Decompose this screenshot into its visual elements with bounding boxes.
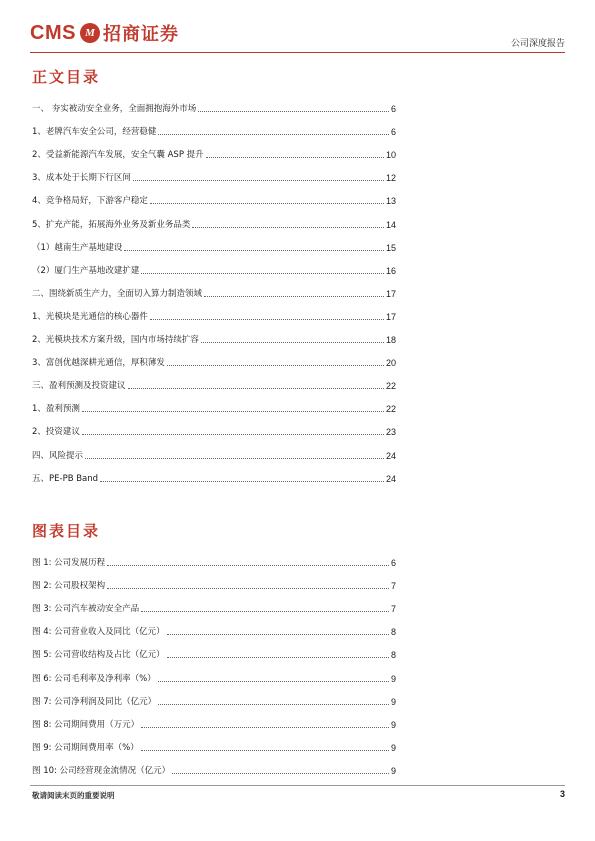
toc-dot-leader: [192, 226, 384, 228]
toc-entry[interactable]: [32, 239, 396, 253]
toc-dot-leader: [150, 318, 384, 320]
toc-entry-page: 6: [390, 558, 396, 568]
toc-dot-leader: [167, 656, 389, 658]
toc-dot-leader: [158, 703, 389, 705]
toc-entry-label: 图 3: 公司汽车被动安全产品: [32, 604, 140, 615]
toc-dot-leader: [82, 433, 384, 435]
toc-dot-leader: [133, 179, 384, 181]
page-number: 3: [559, 789, 565, 799]
toc-entry-label: 2、光模块技术方案升级，国内市场持续扩容: [32, 335, 199, 345]
toc-entry[interactable]: [32, 670, 396, 684]
toc-entry-page: 24: [385, 450, 396, 461]
toc-entry-label: 1、光模块是光通信的核心器件: [32, 311, 148, 322]
toc-entry[interactable]: [32, 377, 396, 391]
toc-entry[interactable]: [32, 308, 396, 322]
toc-entry-label: 图 6: 公司毛利率及净利率（%）: [32, 673, 156, 684]
toc-entry[interactable]: [32, 623, 396, 637]
toc-entry[interactable]: [32, 331, 396, 345]
toc-entry-label: 图 10: 公司经营现金流情况（亿元）: [32, 765, 171, 776]
toc-entry-page: 9: [390, 719, 396, 730]
toc-entry-page: 16: [385, 265, 396, 276]
toc-entry-label: 五、PE-PB Band: [32, 473, 99, 484]
toc-dot-leader: [141, 749, 389, 751]
toc-dot-leader: [204, 295, 384, 297]
toc-entry-page: 17: [385, 311, 396, 322]
footer-divider: [30, 785, 565, 786]
toc-entry-label: 图 8: 公司期间费用（万元）: [32, 719, 140, 730]
toc-entry-label: （2）厦门生产基地改建扩建: [32, 265, 140, 276]
toc-entry[interactable]: [32, 262, 396, 276]
toc-entry-label: 四、风险提示: [32, 450, 84, 461]
toc-entry[interactable]: [32, 354, 396, 368]
toc-dot-leader: [158, 680, 389, 682]
logo-chinese-text: 招商证券: [102, 24, 179, 45]
footer-disclaimer: 敬请阅读末页的重要说明: [32, 791, 115, 800]
page-header: [30, 14, 565, 54]
toc-entry[interactable]: [32, 600, 396, 614]
toc-entry-label: 三、盈利预测及投资建议: [32, 381, 126, 392]
toc-entry-label: 二、围绕新质生产力，全面切入算力制造领域: [32, 288, 203, 299]
logo-mark-icon: M: [80, 23, 100, 43]
toc-dot-leader: [172, 772, 389, 774]
toc-entry-page: 22: [385, 381, 396, 392]
toc-entry-label: 3、成本处于长期下行区间: [32, 173, 131, 184]
toc-entry-page: 7: [390, 581, 396, 592]
toc-entry[interactable]: [32, 169, 396, 183]
toc-entry-label: 2、投资建议: [32, 427, 80, 438]
toc-dot-leader: [85, 457, 384, 459]
toc-entry[interactable]: [32, 716, 396, 730]
toc-entry[interactable]: [32, 646, 396, 660]
toc-entry[interactable]: [32, 123, 396, 137]
toc-entry-label: 5、扩充产能，拓展海外业务及新业务品类: [32, 219, 191, 230]
toc-entry-page: 9: [390, 673, 396, 684]
toc-entry-label: 1、盈利预测: [32, 404, 80, 415]
toc-dot-leader: [158, 133, 389, 135]
toc-entry[interactable]: [32, 577, 396, 591]
toc-dot-leader: [141, 610, 389, 612]
toc-dot-leader: [167, 633, 389, 635]
toc-entry-page: 12: [385, 173, 396, 184]
toc-entry[interactable]: [32, 285, 396, 299]
toc-entry[interactable]: [32, 216, 396, 230]
toc-dot-leader: [201, 341, 384, 343]
toc-entry-page: 10: [385, 150, 396, 161]
toc-entry[interactable]: [32, 100, 396, 114]
logo-cms-text: CMS: [30, 21, 76, 44]
toc-dot-leader: [82, 410, 384, 412]
toc-entry-label: 图 9: 公司期间费用率（%）: [32, 742, 139, 753]
toc-entry-page: 8: [390, 650, 396, 661]
toc-entry-label: 1、老牌汽车安全公司，经营稳健: [32, 127, 157, 138]
toc-dot-leader: [100, 480, 384, 482]
toc-entry[interactable]: [32, 423, 396, 437]
toc-entry[interactable]: [32, 470, 396, 484]
toc-entry-label: （1）越南生产基地建设: [32, 242, 123, 253]
toc-dot-leader: [128, 387, 384, 389]
toc-entry-label: 图 7: 公司净利润及同比（亿元）: [32, 696, 157, 707]
figure-toc-title: 图表目录: [32, 522, 101, 540]
report-type-label: 公司深度报告: [510, 39, 565, 49]
toc-entry[interactable]: [32, 146, 396, 160]
toc-entry-page: 20: [385, 358, 396, 369]
toc-dot-leader: [141, 272, 384, 274]
toc-entry[interactable]: [32, 192, 396, 206]
toc-dot-leader: [206, 156, 384, 158]
toc-entry[interactable]: [32, 693, 396, 707]
header-divider: [30, 52, 565, 53]
toc-entry-page: 22: [385, 404, 396, 415]
toc-entry-page: 9: [390, 742, 396, 753]
toc-entry-page: 6: [390, 127, 396, 138]
toc-dot-leader: [150, 202, 384, 204]
toc-entry-page: 9: [390, 765, 396, 776]
toc-entry-label: 图 2: 公司股权架构: [32, 581, 106, 592]
toc-entry-label: 2、受益新能源汽车发展，安全气囊 ASP 提升: [32, 150, 204, 161]
toc-entry-label: 图 5: 公司营收结构及占比（亿元）: [32, 650, 165, 661]
toc-entry[interactable]: [32, 739, 396, 753]
toc-entry-label: 图 1: 公司发展历程: [32, 558, 106, 568]
toc-entry-page: 18: [385, 335, 396, 345]
toc-entry-page: 17: [385, 288, 396, 299]
toc-entry-page: 24: [385, 473, 396, 484]
toc-dot-leader: [141, 726, 389, 728]
toc-entry-page: 9: [390, 696, 396, 707]
toc-entry-label: 4、竞争格局好，下游客户稳定: [32, 196, 148, 207]
toc-dot-leader: [107, 564, 389, 566]
toc-entry-page: 14: [385, 219, 396, 230]
toc-entry-page: 13: [385, 196, 396, 207]
company-logo: [30, 20, 179, 46]
toc-entry-page: 8: [390, 627, 396, 638]
toc-entry[interactable]: [32, 554, 396, 568]
toc-entry[interactable]: [32, 447, 396, 461]
toc-entry-page: 6: [390, 104, 396, 114]
text-toc-title: 正文目录: [32, 68, 101, 86]
toc-entry[interactable]: [32, 762, 396, 776]
toc-dot-leader: [124, 249, 384, 251]
toc-entry[interactable]: [32, 400, 396, 414]
toc-entry-label: 3、富创优越深耕光通信，厚积薄发: [32, 358, 165, 369]
toc-entry-label: 一、 夯实被动安全业务，全面拥抱海外市场: [32, 104, 197, 114]
toc-dot-leader: [198, 110, 389, 112]
toc-entry-label: 图 4: 公司营业收入及同比（亿元）: [32, 627, 165, 638]
toc-entry-page: 23: [385, 427, 396, 438]
toc-dot-leader: [167, 364, 384, 366]
toc-entry-page: 15: [385, 242, 396, 253]
toc-entry-page: 7: [390, 604, 396, 615]
toc-dot-leader: [107, 587, 389, 589]
